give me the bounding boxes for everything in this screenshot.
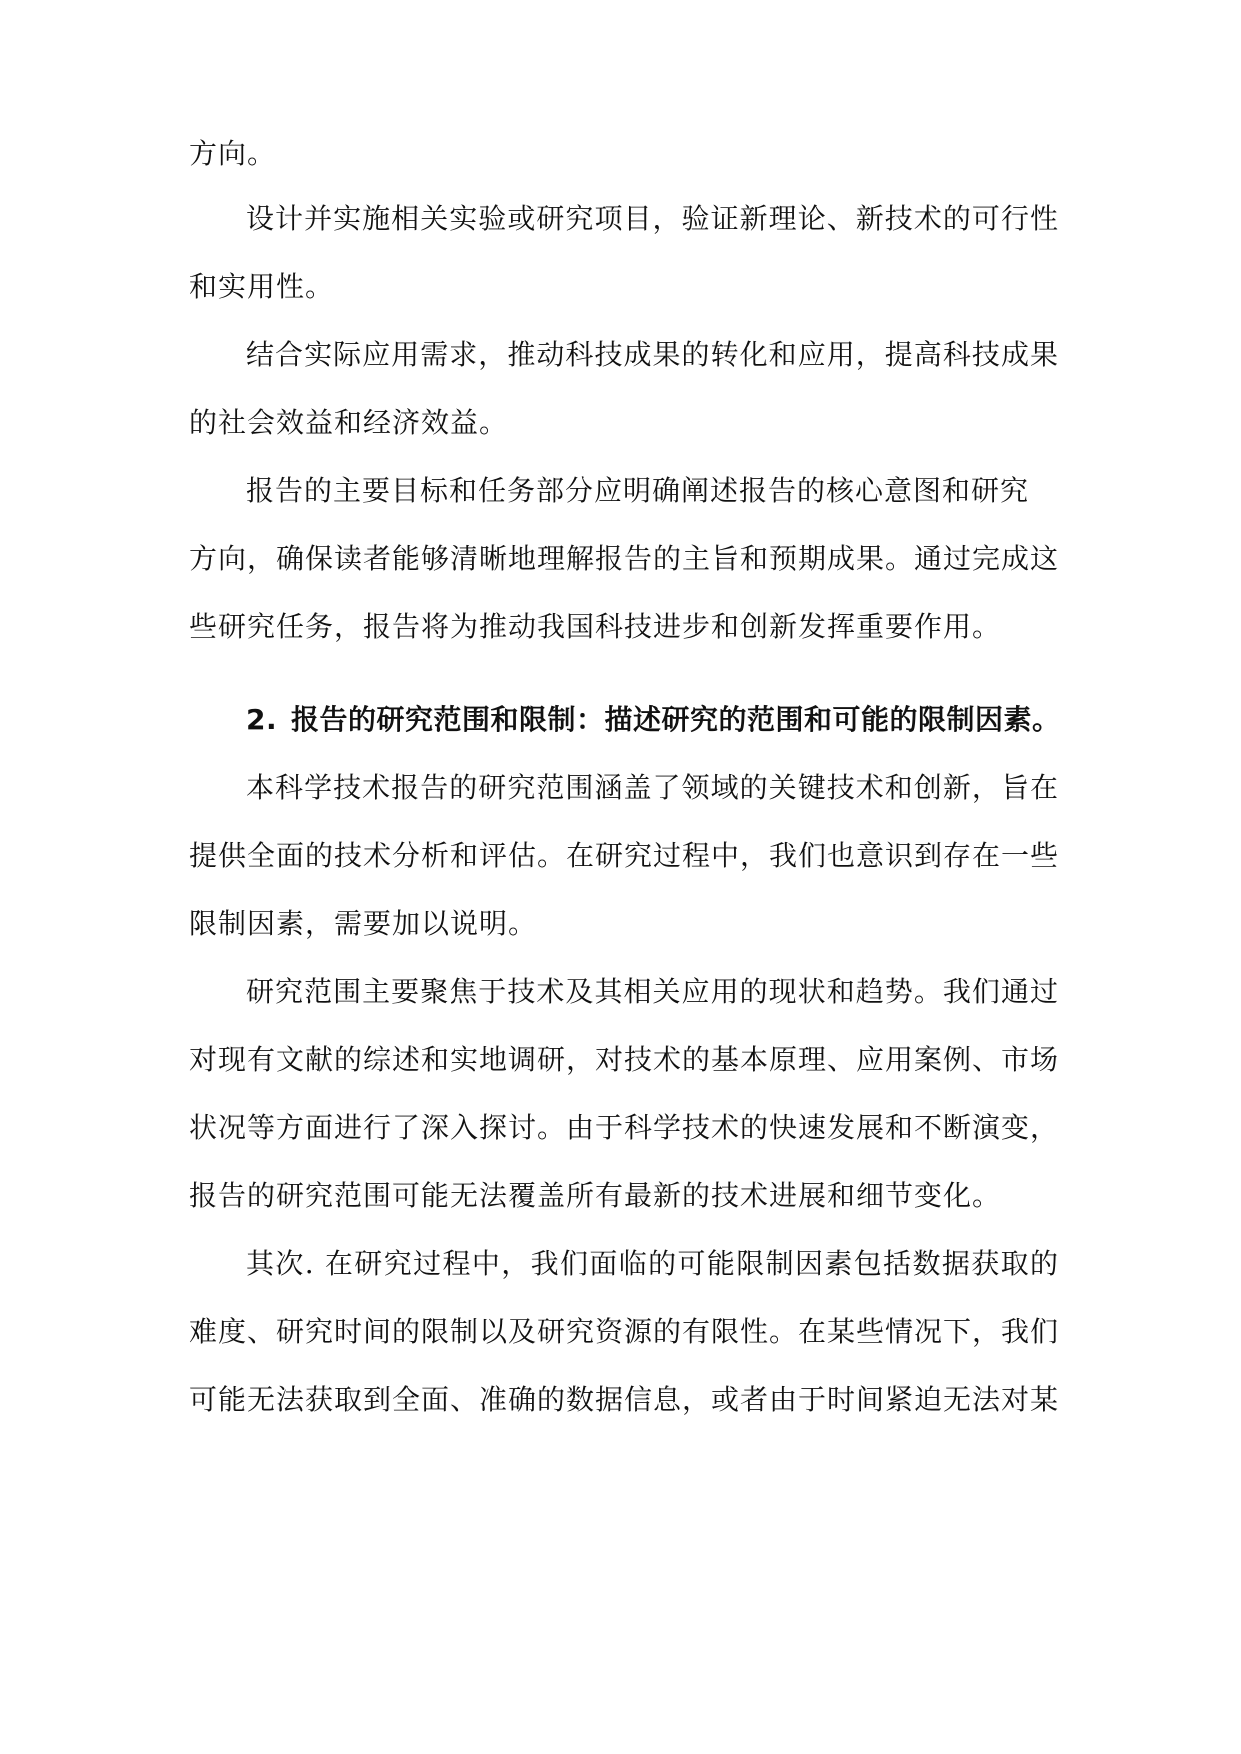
paragraph-line: 报告的研究范围可能无法覆盖所有最新的技术进展和细节变化。: [189, 1179, 1002, 1212]
paragraph-line: 状况等方面进行了深入探讨。由于科学技术的快速发展和不断演变，: [189, 1111, 1060, 1144]
paragraph-line: 研究范围主要聚焦于技术及其相关应用的现状和趋势。我们通过: [246, 975, 1059, 1008]
paragraph-line: 对现有文献的综述和实地调研，对技术的基本原理、应用案例、市场: [189, 1043, 1060, 1076]
paragraph-line: 结合实际应用需求，推动科技成果的转化和应用，提高科技成果: [246, 338, 1059, 371]
section-heading: [246, 700, 1059, 740]
paragraph-line: 方向。: [189, 137, 277, 170]
paragraph-line: 限制因素，需要加以说明。: [189, 907, 538, 940]
paragraph-line: 提供全面的技术分析和评估。在研究过程中，我们也意识到存在一些: [189, 839, 1060, 872]
paragraph-line: 些研究任务，报告将为推动我国科技进步和创新发挥重要作用。: [189, 610, 1002, 643]
section-heading-text: 报告的研究范围和限制：描述研究的范围和可能的限制因素。: [291, 703, 1061, 736]
paragraph-line: 设计并实施相关实验或研究项目，验证新理论、新技术的可行性: [246, 202, 1059, 235]
section-heading-number: 2.: [246, 703, 278, 736]
paragraph-line: 本科学技术报告的研究范围涵盖了领域的关键技术和创新，旨在: [246, 771, 1059, 804]
paragraph-line: 的社会效益和经济效益。: [189, 406, 509, 439]
paragraph-line: 报告的主要目标和任务部分应明确阐述报告的核心意图和研究: [246, 474, 1030, 507]
paragraph-line: 难度、研究时间的限制以及研究资源的有限性。在某些情况下，我们: [189, 1315, 1060, 1348]
paragraph-line: 方向，确保读者能够清晰地理解报告的主旨和预期成果。通过完成这: [189, 542, 1060, 575]
paragraph-line: 可能无法获取到全面、准确的数据信息，或者由于时间紧迫无法对某: [189, 1383, 1060, 1416]
paragraph-line: 和实用性。: [189, 270, 335, 303]
paragraph-line: 其次. 在研究过程中，我们面临的可能限制因素包括数据获取的: [246, 1247, 1059, 1280]
